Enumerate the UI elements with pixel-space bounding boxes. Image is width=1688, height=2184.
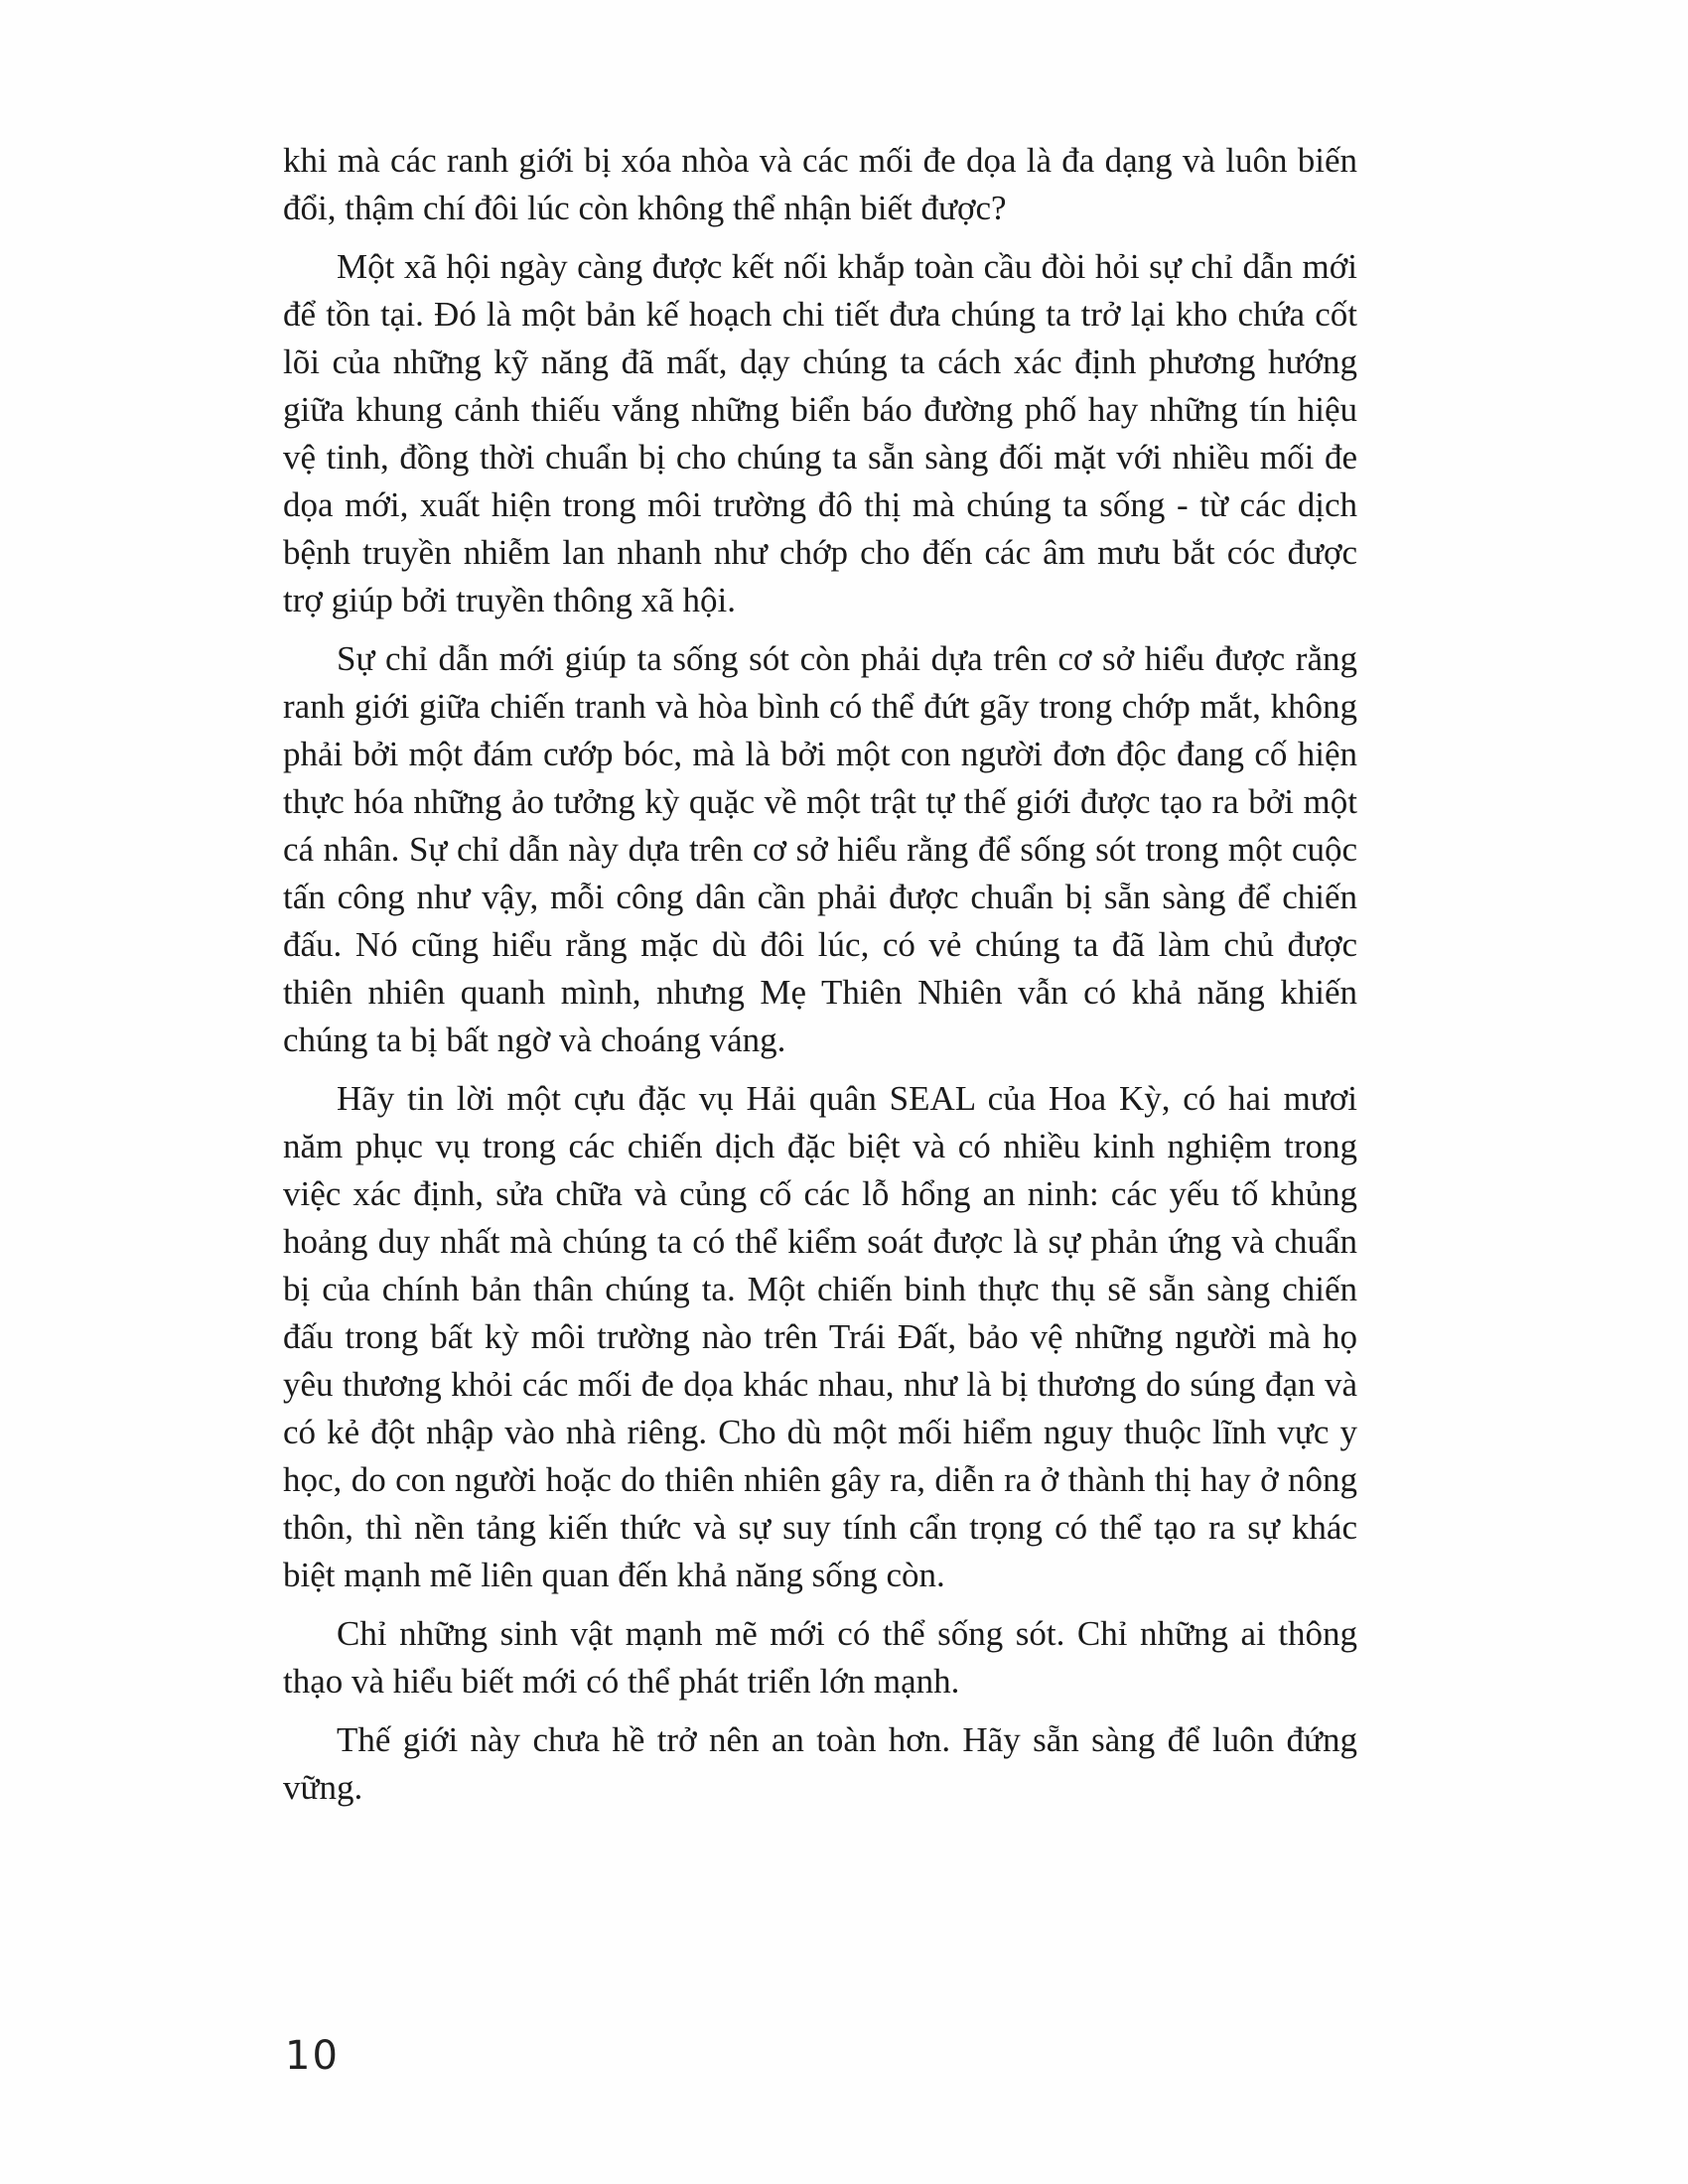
paragraph: Thế giới này chưa hề trở nên an toàn hơn. Hãy sẵn sàng để luôn đứng vững. (283, 1720, 1357, 1807)
body-text (283, 137, 1357, 1823)
paragraph: Một xã hội ngày càng được kết nối khắp toàn cầu đòi hỏi sự chỉ dẫn mới để tồn tại. Đó là một bản kế hoạch chi tiết đưa chúng ta trở lại kho chứa cốt lõi của những kỹ năng đã mất, dạy chúng ta cách xác định phương hướng giữa khung cảnh thiếu vắng những biển báo đường phố hay những tín hiệu vệ tinh, đồng thời chuẩn bị cho chúng ta sẵn sàng đối mặt với nhiều mối đe dọa mới, xuất hiện trong môi trường đô thị mà chúng ta sống - từ các dịch bệnh truyền nhiễm lan nhanh như chớp cho đến các âm mưu bắt cóc được trợ giúp bởi truyền thông xã hội. (283, 247, 1357, 619)
paragraph: Sự chỉ dẫn mới giúp ta sống sót còn phải dựa trên cơ sở hiểu được rằng ranh giới giữa chiến tranh và hòa bình có thể đứt gãy trong chớp mắt, không phải bởi một đám cướp bóc, mà là bởi một con người đơn độc đang cố hiện thực hóa những ảo tưởng kỳ quặc về một trật tự thế giới được tạo ra bởi một cá nhân. Sự chỉ dẫn này dựa trên cơ sở hiểu rằng để sống sót trong một cuộc tấn công như vậy, mỗi công dân cần phải được chuẩn bị sẵn sàng để chiến đấu. Nó cũng hiểu rằng mặc dù đôi lúc, có vẻ chúng ta đã làm chủ được thiên nhiên quanh mình, nhưng Mẹ Thiên Nhiên vẫn có khả năng khiến chúng ta bị bất ngờ và choáng váng. (283, 639, 1357, 1059)
paragraph: Hãy tin lời một cựu đặc vụ Hải quân SEAL của Hoa Kỳ, có hai mươi năm phục vụ trong các chiến dịch đặc biệt và có nhiều kinh nghiệm trong việc xác định, sửa chữa và củng cố các lỗ hổng an ninh: các yếu tố khủng hoảng duy nhất mà chúng ta có thể kiểm soát được là sự phản ứng và chuẩn bị của chính bản thân chúng ta. Một chiến binh thực thụ sẽ sẵn sàng chiến đấu trong bất kỳ môi trường nào trên Trái Đất, bảo vệ những người mà họ yêu thương khỏi các mối đe dọa khác nhau, như là bị thương do súng đạn và có kẻ đột nhập vào nhà riêng. Cho dù một mối hiểm nguy thuộc lĩnh vực y học, do con người hoặc do thiên nhiên gây ra, diễn ra ở thành thị hay ở nông thôn, thì nền tảng kiến thức và sự suy tính cẩn trọng có thể tạo ra sự khác biệt mạnh mẽ liên quan đến khả năng sống còn. (283, 1079, 1357, 1594)
page-number: 10 (285, 2033, 340, 2079)
paragraph: Chỉ những sinh vật mạnh mẽ mới có thể sống sót. Chỉ những ai thông thạo và hiểu biết mới có thể phát triển lớn mạnh. (283, 1614, 1357, 1701)
paragraph: khi mà các ranh giới bị xóa nhòa và các mối đe dọa là đa dạng và luôn biến đổi, thậm chí đôi lúc còn không thể nhận biết được? (283, 141, 1357, 227)
